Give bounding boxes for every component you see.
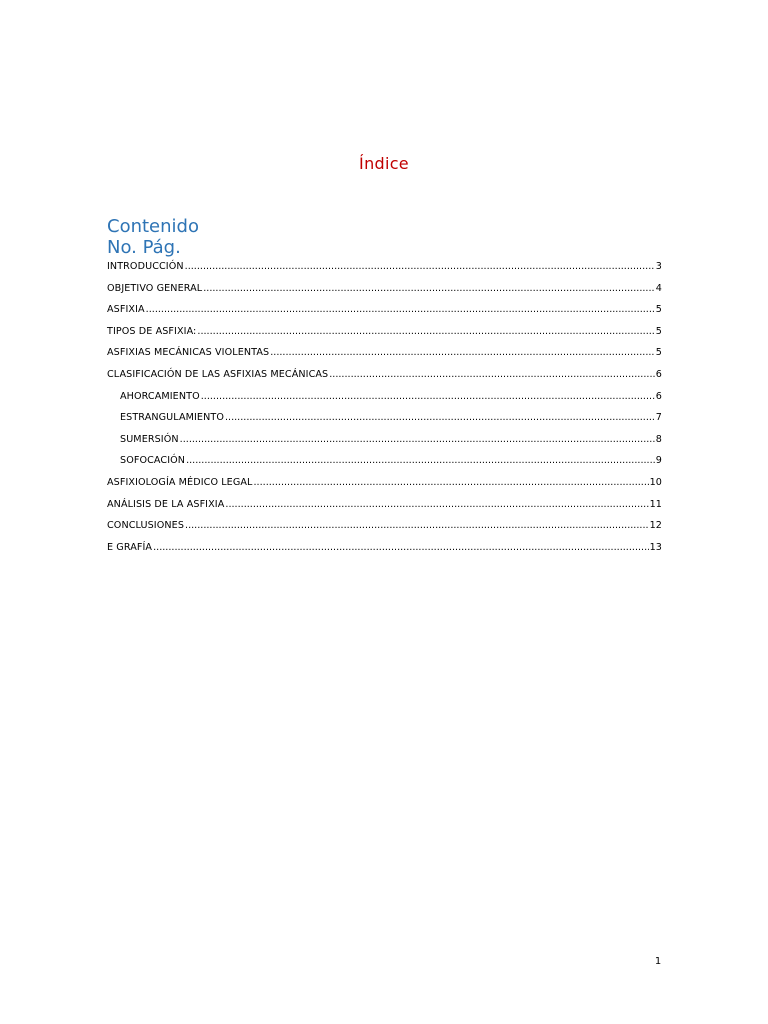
toc-entry-label[interactable]: CONCLUSIONES <box>107 520 185 532</box>
toc-entry-page: 8 <box>655 433 662 445</box>
toc-entry-label[interactable]: SOFOCACIÓN <box>120 455 186 467</box>
toc-entry-page: 4 <box>655 282 662 294</box>
toc-entry-page: 10 <box>649 476 662 488</box>
toc-entry[interactable] <box>107 283 662 305</box>
toc-dot-leader <box>153 542 648 553</box>
toc-entry-page: 5 <box>655 304 662 316</box>
toc-dot-leader <box>329 369 655 380</box>
toc-entry-page: 7 <box>655 412 662 424</box>
toc-entry-label[interactable]: ESTRANGULAMIENTO <box>120 412 224 424</box>
toc-entry-page: 12 <box>649 520 662 532</box>
toc-entry-page: 6 <box>655 368 662 380</box>
toc-dot-leader <box>254 477 649 488</box>
toc-dot-leader <box>225 499 648 510</box>
toc-entry-page: 11 <box>649 498 662 510</box>
toc-dot-leader <box>225 412 655 423</box>
toc-entry-label[interactable]: ANÁLISIS DE LA ASFIXIA <box>107 498 225 510</box>
toc-entry-label[interactable]: ASFIXIAS MECÁNICAS VIOLENTAS <box>107 347 270 359</box>
toc-entry[interactable] <box>107 347 662 369</box>
toc-entry-label[interactable]: E GRAFÍA <box>107 541 153 553</box>
toc-dot-leader <box>197 326 654 337</box>
toc-dot-leader <box>186 455 655 466</box>
toc-entry[interactable] <box>107 326 662 348</box>
toc-entry-page: 9 <box>655 455 662 467</box>
toc-entry-page: 3 <box>655 261 662 272</box>
toc-dot-leader <box>270 347 655 358</box>
toc-entry-page: 13 <box>649 541 662 553</box>
table-of-contents <box>107 261 662 563</box>
toc-entry-label[interactable]: AHORCAMIENTO <box>120 390 200 402</box>
toc-dot-leader <box>201 391 655 402</box>
toc-entry-page: 6 <box>655 390 662 402</box>
toc-entry-label[interactable]: SUMERSIÓN <box>120 433 179 445</box>
toc-entry[interactable] <box>107 391 662 413</box>
toc-entry[interactable] <box>107 542 662 564</box>
toc-dot-leader <box>185 261 655 272</box>
toc-page-column-label: No. Pág. <box>107 237 181 258</box>
toc-dot-leader <box>180 434 655 445</box>
toc-entry[interactable] <box>107 304 662 326</box>
toc-entry-page: 5 <box>655 347 662 359</box>
toc-entry-label[interactable]: INTRODUCCIÓN <box>107 261 184 272</box>
toc-entry-label[interactable]: ASFIXIA <box>107 304 145 316</box>
toc-title-block <box>107 216 199 258</box>
toc-entry[interactable] <box>107 412 662 434</box>
toc-dot-leader <box>185 520 649 531</box>
toc-entry[interactable] <box>107 455 662 477</box>
toc-entry[interactable] <box>107 261 662 283</box>
toc-entry-page: 5 <box>655 325 662 337</box>
toc-entry-label[interactable]: TIPOS DE ASFIXIA: <box>107 325 197 337</box>
toc-dot-leader <box>146 304 655 315</box>
page-number: 1 <box>654 956 662 967</box>
toc-entry-label[interactable]: ASFIXIOLOGÍA MÉDICO LEGAL <box>107 476 253 488</box>
toc-dot-leader <box>203 283 655 294</box>
toc-entry[interactable] <box>107 369 662 391</box>
page-title: Índice <box>359 154 409 173</box>
toc-entry[interactable] <box>107 434 662 456</box>
toc-title: Contenido <box>107 216 199 237</box>
toc-entry[interactable] <box>107 520 662 542</box>
toc-entry[interactable] <box>107 499 662 521</box>
toc-entry-label[interactable]: OBJETIVO GENERAL <box>107 282 203 294</box>
toc-entry[interactable] <box>107 477 662 499</box>
toc-entry-label[interactable]: CLASIFICACIÓN DE LAS ASFIXIAS MECÁNICAS <box>107 368 329 380</box>
